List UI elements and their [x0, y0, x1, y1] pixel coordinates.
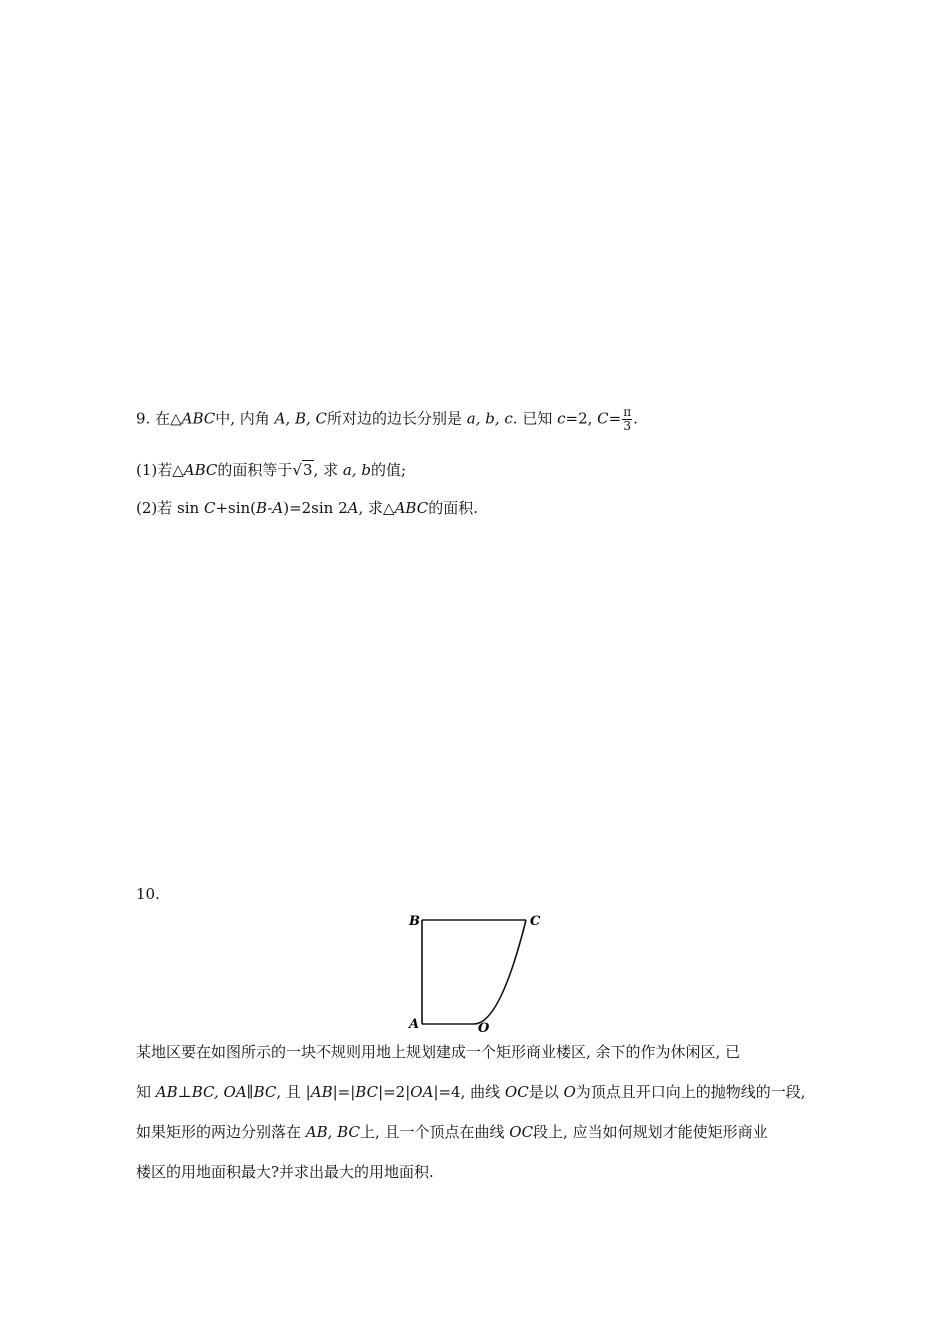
label-o: O	[478, 1021, 490, 1036]
problem-10-line-4: 楼区的用地面积最大?并求出最大的用地面积.	[136, 1163, 434, 1181]
problem-10-figure	[400, 906, 550, 1036]
label-c: C	[530, 914, 541, 929]
problem-9-part-1: (1)若△ABC的面积等于√3, 求 a, b的值;	[136, 461, 407, 479]
fraction-pi-over-3: $\frac{\pi}{3}$	[623, 405, 632, 433]
label-b: B	[409, 914, 420, 929]
problem-10-line-3: 如果矩形的两边分别落在 AB, BC上, 且一个顶点在曲线 OC段上, 应当如何规划才能使矩形商业	[136, 1123, 768, 1141]
label-a: A	[409, 1017, 420, 1032]
problem-9-number: 9.	[136, 409, 151, 428]
sqrt-symbol: √3	[292, 461, 313, 479]
problem-9-part-2: (2)若 sin C+sin(B-A)=2sin 2A, 求△ABC的面积.	[136, 499, 478, 517]
problem-10-text	[136, 1032, 816, 1192]
problem-10-line-2: 知 AB⊥BC, OA∥BC, 且 |AB|=|BC|=2|OA|=4, 曲线 OC是以 O为顶点且开口向上的抛物线的一段,	[136, 1083, 806, 1101]
problem-10-number: 10.	[136, 885, 160, 903]
problem-10-line-1: 某地区要在如图所示的一块不规则用地上规划建成一个矩形商业楼区, 余下的作为休闲区, 已	[136, 1043, 741, 1061]
problem-9-statement: 9. 在△ABC中, 内角 A, B, C所对边的边长分别是 a, b, c. 已知 c=2, C= $\frac{\pi}{3}$ .	[136, 405, 638, 433]
parabola-oc	[474, 920, 526, 1024]
